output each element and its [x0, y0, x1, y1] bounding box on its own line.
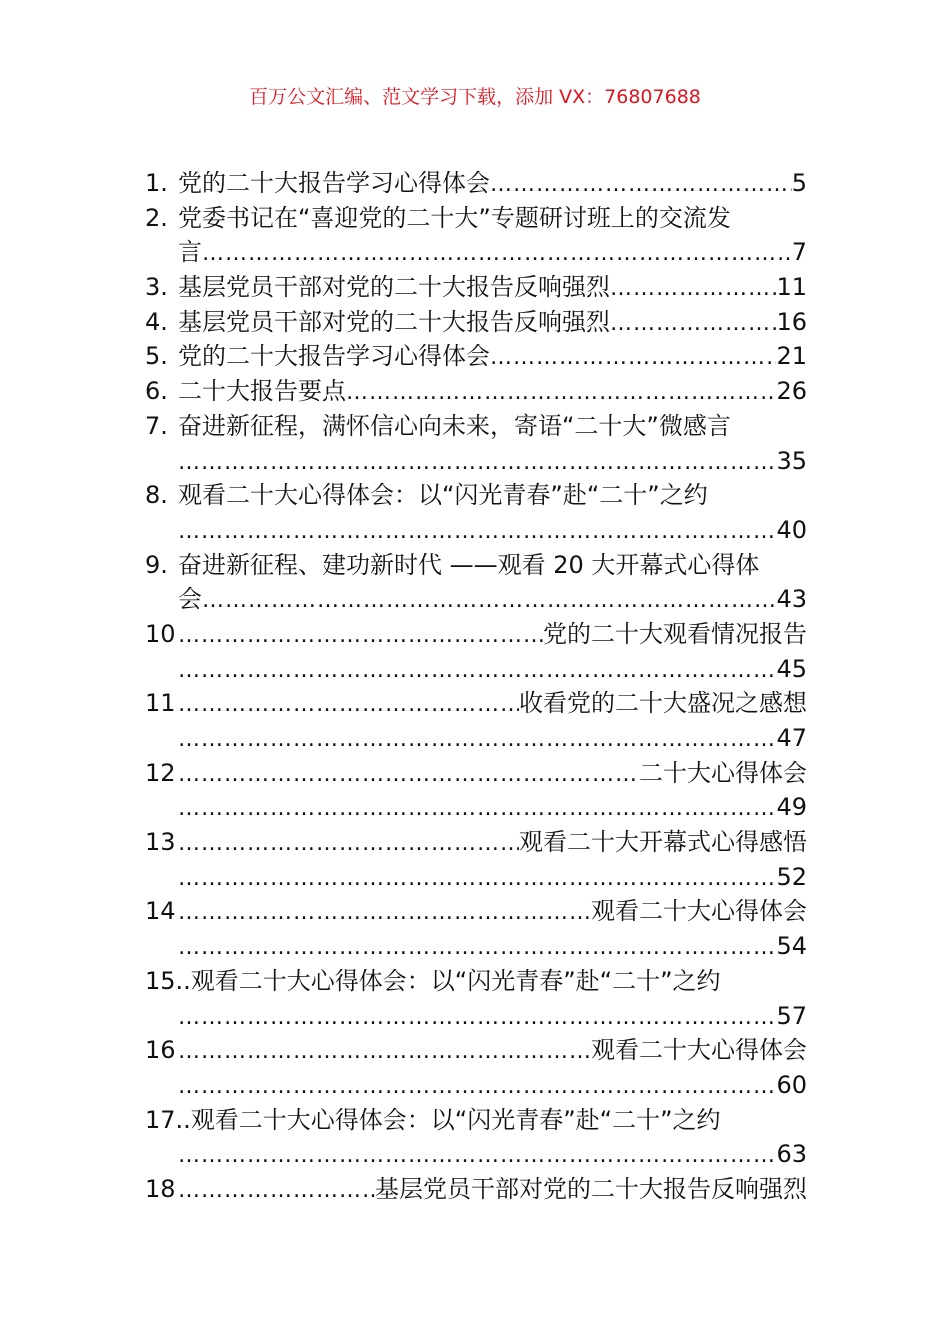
toc-title: 观看二十大开幕式心得感悟 [519, 828, 807, 857]
toc-entry-10-cont[interactable] [145, 652, 807, 687]
toc-leader [178, 1035, 591, 1068]
toc-leader [490, 168, 792, 201]
toc-entry-8-cont[interactable] [145, 513, 807, 548]
toc-entry-17[interactable] [145, 1103, 807, 1138]
toc-title: 观看二十大心得体会：以“闪光青春”赴“二十”之约 [178, 481, 708, 510]
toc-entry-15-cont[interactable] [145, 999, 807, 1034]
toc-entry-9[interactable] [145, 548, 807, 583]
toc-entry-8[interactable] [145, 478, 807, 513]
toc-title: 会 [178, 585, 202, 614]
toc-title: 基层党员干部对党的二十大报告反响强烈 [375, 1174, 807, 1203]
toc-page: 26 [776, 377, 807, 406]
toc-number: 6. [145, 377, 168, 406]
toc-title: 奋进新征程，满怀信心向未来，寄语“二十大”微感言 [178, 411, 731, 440]
toc-entry-9-cont[interactable] [145, 582, 807, 617]
toc-entry-2-cont[interactable] [145, 235, 807, 270]
toc-leader [202, 237, 792, 270]
toc-page: 43 [776, 585, 807, 614]
toc-title: 二十大报告要点 [178, 377, 346, 406]
toc-page: 57 [776, 1001, 807, 1030]
toc-number: 2. [145, 203, 168, 232]
toc-title: 观看二十大心得体会 [591, 897, 807, 926]
toc-page: 16 [776, 307, 807, 336]
toc-page: 60 [776, 1070, 807, 1099]
toc-entry-13-cont[interactable] [145, 860, 807, 895]
toc-leader [178, 515, 776, 548]
toc-leader [178, 758, 639, 791]
toc-number: 8. [145, 481, 168, 510]
toc-entry-7[interactable] [145, 409, 807, 444]
toc-entry-3[interactable] [145, 270, 807, 305]
toc-number: 15.. [145, 966, 191, 995]
toc-entry-14[interactable] [145, 894, 807, 929]
toc-entry-12-cont[interactable] [145, 790, 807, 825]
toc-title: 党的二十大报告学习心得体会 [178, 342, 490, 371]
toc-leader [178, 723, 776, 756]
toc-page: 7 [791, 238, 807, 267]
toc-title: 收看党的二十大盛况之感想 [519, 689, 807, 718]
toc-page: 11 [776, 273, 807, 302]
toc-page: 45 [776, 654, 807, 683]
toc-title: 观看二十大心得体会：以“闪光青春”赴“二十”之约 [190, 1105, 721, 1134]
toc-entry-16-cont[interactable] [145, 1068, 807, 1103]
toc-page: 54 [776, 932, 807, 961]
toc-title: 二十大心得体会 [639, 758, 807, 787]
toc-title: 观看二十大心得体会：以“闪光青春”赴“二十”之约 [190, 966, 721, 995]
toc-title: 党的二十大报告学习心得体会 [178, 169, 490, 197]
toc-title: 基层党员干部对党的二十大报告反响强烈 [178, 307, 610, 336]
watermark-header: 百万公文汇编、范文学习下载，添加 VX：76807688 [249, 86, 701, 108]
toc-title: 言 [178, 238, 202, 267]
toc-number: 16 [145, 1036, 176, 1065]
toc-title: 基层党员干部对党的二十大报告反响强烈 [178, 273, 610, 302]
toc-entry-17-cont[interactable] [145, 1137, 807, 1172]
toc-title: 党的二十大观看情况报告 [543, 619, 807, 648]
toc-entry-15[interactable] [145, 964, 807, 999]
toc-entry-16[interactable] [145, 1033, 807, 1068]
toc-leader [178, 1139, 776, 1172]
toc-entry-12[interactable] [145, 756, 807, 791]
toc-number: 9. [145, 550, 168, 579]
toc-title: 奋进新征程、建功新时代 ——观看 20 大开幕式心得体 [178, 550, 760, 579]
toc-leader [202, 584, 776, 617]
toc-leader [178, 619, 543, 652]
toc-leader [178, 827, 519, 860]
toc-entry-2[interactable] [145, 201, 807, 236]
toc-leader [178, 792, 776, 825]
toc-leader [178, 654, 776, 687]
toc-page: 49 [776, 793, 807, 822]
toc-page: 47 [776, 724, 807, 752]
toc-entry-10[interactable] [145, 617, 807, 652]
toc-leader [178, 446, 776, 479]
toc-page: 52 [776, 862, 807, 891]
toc-number: 12 [145, 758, 176, 787]
toc-page: 21 [776, 342, 807, 371]
toc-number: 13 [145, 828, 176, 857]
toc-entry-7-cont[interactable] [145, 444, 807, 479]
toc-number: 7. [145, 411, 168, 440]
toc-number: 1. [145, 169, 168, 197]
toc-entry-11[interactable] [145, 686, 807, 721]
toc-entry-6[interactable] [145, 374, 807, 409]
toc-number: 14 [145, 897, 176, 926]
toc-entry-14-cont[interactable] [145, 929, 807, 964]
toc-leader [178, 688, 519, 721]
toc-page: 5 [791, 169, 807, 197]
toc-leader [178, 1001, 776, 1034]
toc-leader [178, 1174, 375, 1207]
toc-number: 5. [145, 342, 168, 371]
toc-number: 17.. [145, 1105, 191, 1134]
toc-number: 11 [145, 689, 176, 718]
toc-leader [346, 376, 776, 409]
toc-entry-13[interactable] [145, 825, 807, 860]
toc-entry-11-cont[interactable] [145, 721, 807, 756]
toc-leader [178, 862, 776, 895]
toc-entry-5[interactable] [145, 339, 807, 374]
toc-page: 35 [776, 446, 807, 475]
toc-leader [610, 307, 776, 340]
toc-leader [178, 931, 776, 964]
toc-page: 63 [776, 1140, 807, 1169]
toc-leader [178, 896, 591, 929]
toc-number: 3. [145, 273, 168, 302]
toc-page: 40 [776, 515, 807, 544]
toc-entry-18[interactable] [145, 1172, 807, 1207]
toc-leader [490, 341, 776, 374]
toc-leader [178, 1070, 776, 1103]
toc-entry-4[interactable] [145, 305, 807, 340]
table-of-contents [145, 166, 807, 1207]
toc-number: 18 [145, 1174, 176, 1203]
toc-number: 10 [145, 619, 176, 648]
toc-title: 观看二十大心得体会 [591, 1036, 807, 1065]
toc-number: 4. [145, 307, 168, 336]
toc-title: 党委书记在“喜迎党的二十大”专题研讨班上的交流发 [178, 203, 731, 232]
toc-leader [610, 272, 776, 305]
toc-entry-1[interactable] [145, 166, 807, 201]
